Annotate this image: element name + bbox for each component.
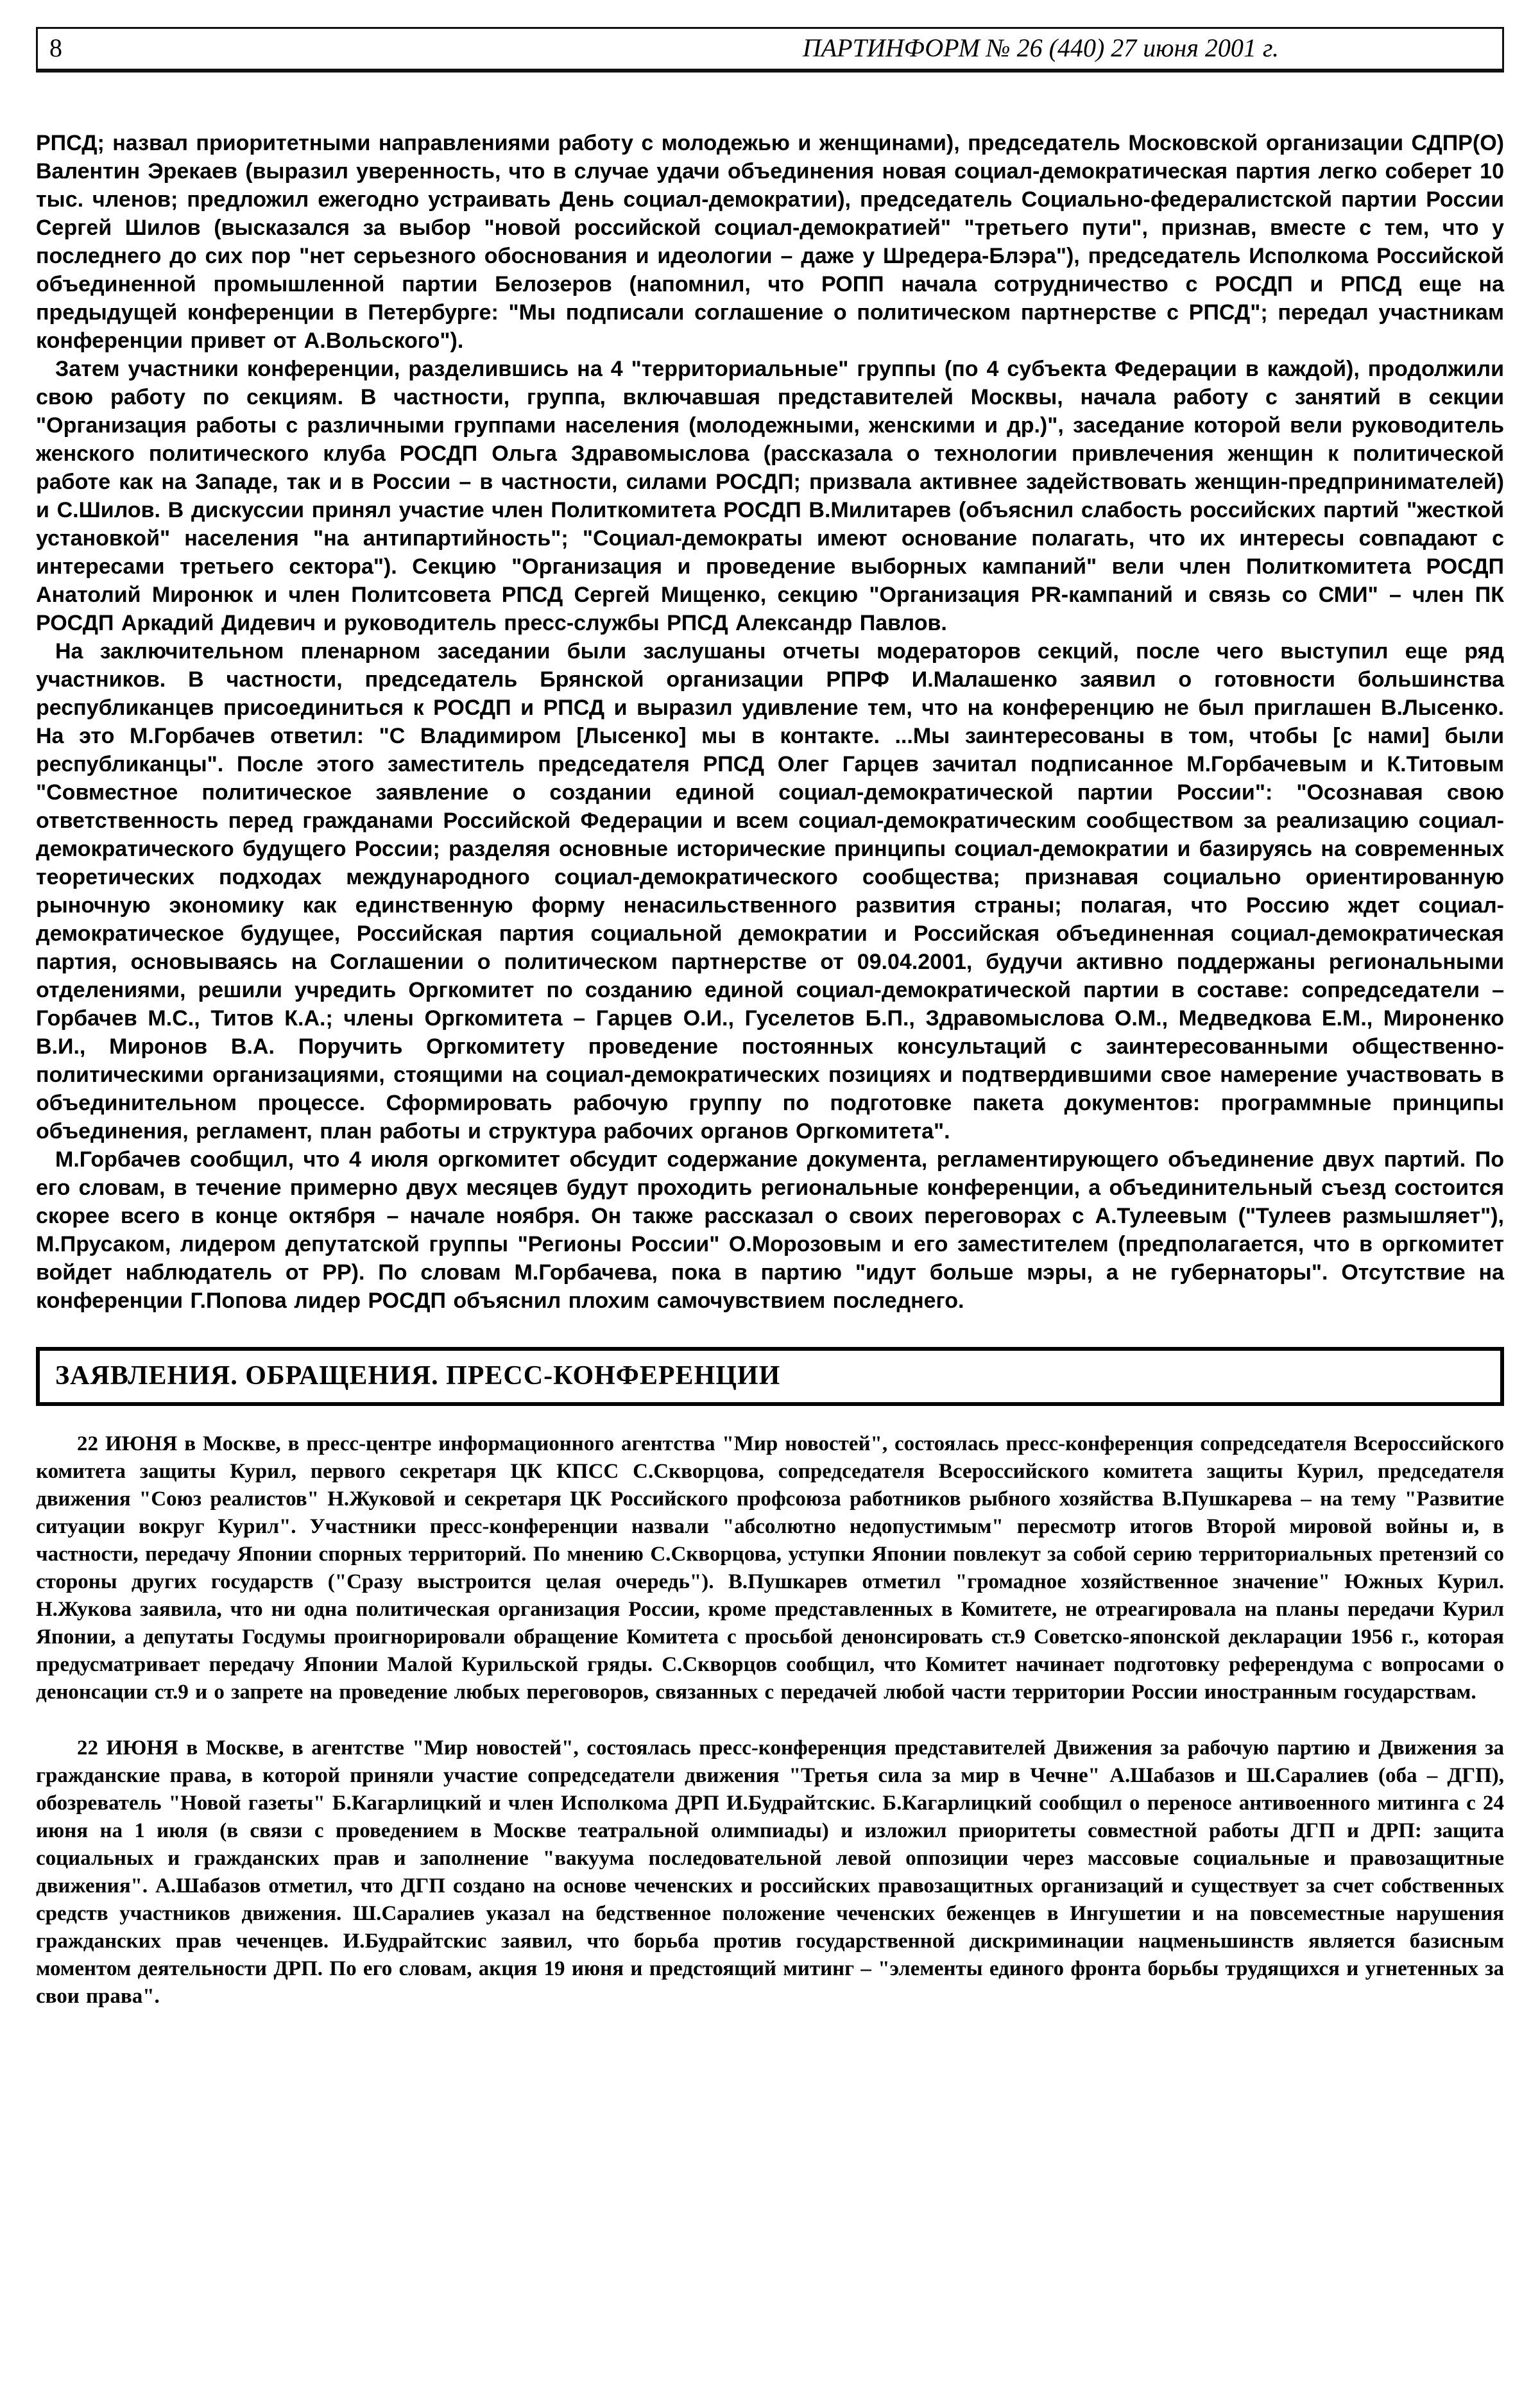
section-header-box: [36, 1347, 1504, 1406]
issue-title: ПАРТИНФОРМ № 26 (440) 27 июня 2001 г.: [802, 33, 1279, 62]
article-paragraph: На заключительном пленарном заседании были заслушаны отчеты модераторов секций, после чего выступил еще ряд участников. В частности, председатель Брянской организации РПРФ И.Малашенко заявил о готовности большинства республиканцев присоединиться к РОСДП и РПСД и выразил удивление тем, что на конференцию не был приглашен В.Лысенко. На это М.Горбачев ответил: "С Владимиром [Лысенко] мы в контакте. ...Мы заинтересованы в том, чтобы [с нами] были республиканцы". После этого заместитель председателя РПСД Олег Гарцев зачитал подписанное М.Горбачевым и К.Титовым "Совместное политическое заявление о создании единой социал-демократической партии России": "Осознавая свою ответственность перед гражданами Российской Федерации и всем социал-демократическим сообществом за реализацию социал-демократического будущего России; разделяя основные исторические принципы социал-демократии и базируясь на современных теоретических подходах международного социал-демократического сообщества; признавая социально ориентированную рыночную экономику как единственную форму ненасильственного развития страны; полагая, что Россию ждет социал-демократическое будущее, Российская партия социальной демократии и Российская объединенная социал-демократическая партия, основываясь на Соглашении о политическом партнерстве от 09.04.2001, будучи активно поддержаны региональными отделениями, решили учредить Оргкомитет по созданию единой социал-демократической партии в составе: сопредседатели – Горбачев М.С., Титов К.А.; члены Оргкомитета – Гарцев О.И., Гуселетов Б.П., Здравомыслова О.М., Медведкова Е.М., Мироненко В.И., Миронов В.А. Поручить Оргкомитету проведение постоянных консультаций с заинтересованными общественно-политическими организациями, стоящими на социал-демократических позициях и подтвердившими свое намерение участвовать в объединительном процессе. Сформировать рабочую группу по подготовке пакета документов: программные принципы объединения, регламент, план работы и структура рабочих органов Оргкомитета".: [36, 639, 1504, 1144]
section-title: ЗАЯВЛЕНИЯ. ОБРАЩЕНИЯ. ПРЕСС-КОНФЕРЕНЦИИ: [55, 1361, 781, 1391]
page-number: 8: [49, 33, 62, 62]
page-content: [36, 129, 1504, 2010]
press-paragraph: 22 ИЮНЯ в Москве, в пресс-центре информационного агентства "Мир новостей", состоялась пресс-конференция сопредседателя Всероссийского комитета защиты Курил, первого секретаря ЦК КПСС С.Скворцова, сопредседателя Всероссийского комитета защиты Курил, председателя движения "Союз реалистов" Н.Жуковой и секретаря ЦК Российского профсоюза работников рыбного хозяйства В.Пушкарева – на тему "Развитие ситуации вокруг Курил". Участники пресс-конференции назвали "абсолютно недопустимым" пересмотр итогов Второй мировой войны и, в частности, передачу Японии спорных территорий. По мнению С.Скворцова, уступки Японии повлекут за собой серию территориальных претензий со стороны других государств ("Сразу выстроится целая очередь"). В.Пушкарев отметил "громадное хозяйственное значение" Южных Курил. Н.Жукова заявила, что ни одна политическая организация России, кроме представленных в Комитете, не отреагировала на планы передачи Курил Японии, а депутаты Госдумы проигнорировали обращение Комитета с просьбой денонсировать ст.9 Советско-японской декларации 1956 г., которая предусматривает передачу Японии Малой Курильской гряды. С.Скворцов сообщил, что Комитет начинает подготовку референдума с вопросами о денонсации ст.9 и о запрете на проведение любых переговоров, связанных с передачей любой части территории России иностранным государствам.: [36, 1432, 1504, 1704]
article-paragraph: РПСД; назвал приоритетными направлениями работу с молодежью и женщинами), председатель Московской организации СДПР(О) Валентин Эрекаев (выразил уверенность, что в случае удачи объединения новая социал-демократическая партия легко соберет 10 тыс. членов; предложил ежегодно устраивать День социал-демократии), председатель Социально-федералистской партии России Сергей Шилов (высказался за выбор "новой российской социал-демократией" "третьего пути", признав, вместе с тем, что у последнего до сих пор "нет серьезного обоснования и идеологии – даже у Шредера-Блэра"), председатель Исполкома Российской объединенной промышленной партии Белозеров (напомнил, что РОПП начала сотрудничество с РОСДП и РПСД еще на предыдущей конференции в Петербурге: "Мы подписали соглашение о политическом партнерстве с РПСД"; передал участникам конференции привет от А.Вольского").: [36, 131, 1504, 353]
press-paragraph: 22 ИЮНЯ в Москве, в агентстве "Мир новостей", состоялась пресс-конференция представителей Движения за рабочую партию и Движения за гражданские права, в которой приняли участие сопредседатели движения "Третья сила за мир в Чечне" А.Шабазов и Ш.Саралиев (оба – ДГП), обозреватель "Новой газеты" Б.Кагарлицкий и член Исполкома ДРП И.Будрайтскис. Б.Кагарлицкий сообщил о переносе антивоенного митинга с 24 июня на 1 июля (в связи с проведением в Москве театральной олимпиады) и изложил приоритеты совместной работы ДГП и ДРП: защита социальных и гражданских прав и заполнение "вакуума последовательной левой оппозиции через массовые социальные и правозащитные движения". А.Шабазов отметил, что ДГП создано на основе чеченских и российских правозащитных организаций и существует за счет собственных средств участников движения. Ш.Саралиев указал на бедственное положение чеченских беженцев в Ингушетии и на повсеместные нарушения гражданских прав чеченцев. И.Будрайтскис заявил, что борьба против государственной дискриминации нацменьшинств является базисным моментом деятельности ДРП. По его словам, акция 19 июня и предстоящий митинг – "элементы единого фронта борьбы трудящихся и угнетенных за свои права".: [36, 1736, 1504, 2009]
article-paragraph: Затем участники конференции, разделившись на 4 "территориальные" группы (по 4 субъекта Федерации в каждой), продолжили свою работу по секциям. В частности, группа, включавшая представителей Москвы, начала работу с занятий в секции "Организация работы с различными группами населения (молодежными, женскими и др.)", заседание которой вели руководитель женского политического клуба РОСДП Ольга Здравомыслова (рассказала о технологии привлечения женщин к политической работе как на Западе, так и в России – в частности, силами РОСДП; призвала активнее задействовать женщин-предпринимателей) и С.Шилов. В дискуссии принял участие член Политкомитета РОСДП В.Милитарев (объяснил слабость российских партий "жесткой установкой" населения "на антипартийность"; "Социал-демократы имеют основание полагать, что их интересы совпадают с интересами третьего сектора"). Секцию "Организация и проведение выборных кампаний" вели член Политкомитета РОСДП Анатолий Миронюк и член Политсовета РПСД Сергей Мищенко, секцию "Организация PR-кампаний и связь со СМИ" – член ПК РОСДП Аркадий Дидевич и руководитель пресс-службы РПСД Александр Павлов.: [36, 357, 1504, 635]
article-paragraph: М.Горбачев сообщил, что 4 июля оргкомитет обсудит содержание документа, регламентирующего объединение двух партий. По его словам, в течение примерно двух месяцев будут проходить региональные конференции, а объединительный съезд состоится скорее всего в конце октября – начале ноября. Он также рассказал о своих переговорах с А.Тулеевым ("Тулеев размышляет"), М.Прусаком, лидером депутатской группы "Регионы России" О.Морозовым и его заместителем (предполагается, что в оргкомитет войдет наблюдатель от РР). По словам М.Горбачева, пока в партию "идут больше мэры, а не губернаторы". Отсутствие на конференции Г.Попова лидер РОСДП объяснил плохим самочувствием последнего.: [36, 1147, 1504, 1313]
page-header: [36, 27, 1504, 73]
